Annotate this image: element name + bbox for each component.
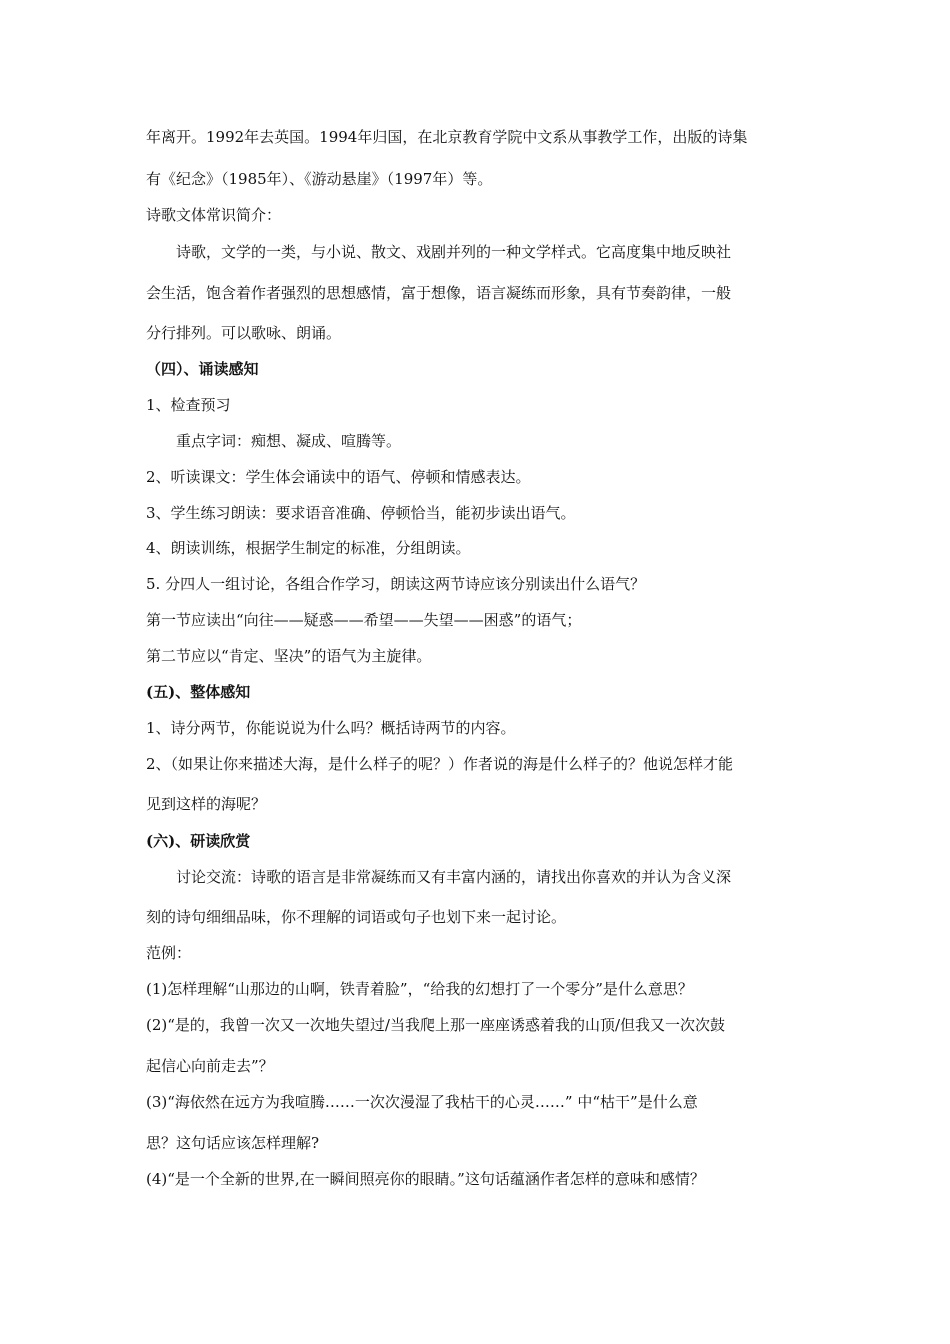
paragraph-line: 诗歌，文学的一类，与小说、散文、戏剧并列的一种文学样式。它高度集中地反映社	[176, 243, 732, 261]
paragraph-line: 重点字词：痴想、凝成、喧腾等。	[176, 432, 402, 450]
list-item: 2、听读课文：学生体会诵读中的语气、停顿和情感表达。	[146, 468, 531, 486]
list-item: 5. 分四人一组讨论，各组合作学习，朗读这两节诗应该分别读出什么语气？	[146, 575, 646, 593]
paragraph-line: 第二节应以“肯定、坚决”的语气为主旋律。	[146, 647, 432, 665]
list-item: 3、学生练习朗读：要求语音准确、停顿恰当，能初步读出语气。	[146, 504, 576, 522]
paragraph-line: 会生活，饱含着作者强烈的思想感情，富于想像，语言凝练而形象，具有节奏韵律，一般	[146, 284, 732, 302]
section-label: 诗歌文体常识简介：	[146, 206, 282, 224]
list-item: 1、检查预习	[146, 396, 231, 414]
paragraph-line: 第一节应读出“向往——疑惑——希望——失望——困惑”的语气；	[146, 611, 582, 629]
section-heading: (六)、研读欣赏	[146, 832, 251, 850]
paragraph-line: 分行排列。可以歌咏、朗诵。	[146, 324, 342, 342]
question-item: (4)“是一个全新的世界,在一瞬间照亮你的眼睛。”这句话蕴涵作者怎样的意味和感情？	[146, 1170, 705, 1188]
question-item: (3)“海依然在远方为我喧腾……一次次漫湿了我枯干的心灵……” 中“枯干”是什么意	[146, 1093, 698, 1111]
list-item: 4、朗读训练，根据学生制定的标准，分组朗读。	[146, 539, 471, 557]
question-item: (2)“是的，我曾一次又一次地失望过/当我爬上那一座座诱惑着我的山顶/但我又一次次鼓	[146, 1016, 726, 1034]
list-item: 1、诗分两节，你能说说为什么吗？概括诗两节的内容。	[146, 719, 516, 737]
section-label: 范例：	[146, 944, 192, 962]
paragraph-line: 讨论交流：诗歌的语言是非常凝练而又有丰富内涵的，请找出你喜欢的并认为含义深	[176, 868, 732, 886]
section-heading: （四）、诵读感知	[146, 360, 259, 378]
paragraph-line: 起信心向前走去”？	[146, 1057, 274, 1075]
paragraph-line: 年离开。1992年去英国。1994年归国，在北京教育学院中文系从事教学工作，出版的诗集	[146, 128, 748, 146]
paragraph-line: 见到这样的海呢？	[146, 795, 267, 813]
paragraph-line: 思？这句话应该怎样理解?	[146, 1134, 320, 1152]
section-heading: (五)、整体感知	[146, 683, 251, 701]
paragraph-line: 有《纪念》（1985年）、《游动悬崖》（1997年）等。	[146, 170, 493, 188]
paragraph-line: 刻的诗句细细品味，你不理解的词语或句子也划下来一起讨论。	[146, 908, 567, 926]
question-item: (1)怎样理解“山那边的山啊，铁青着脸”，“给我的幻想打了一个零分”是什么意思？	[146, 980, 693, 998]
list-item: 2、（如果让你来描述大海，是什么样子的呢？）作者说的海是什么样子的？他说怎样才能	[146, 755, 734, 773]
